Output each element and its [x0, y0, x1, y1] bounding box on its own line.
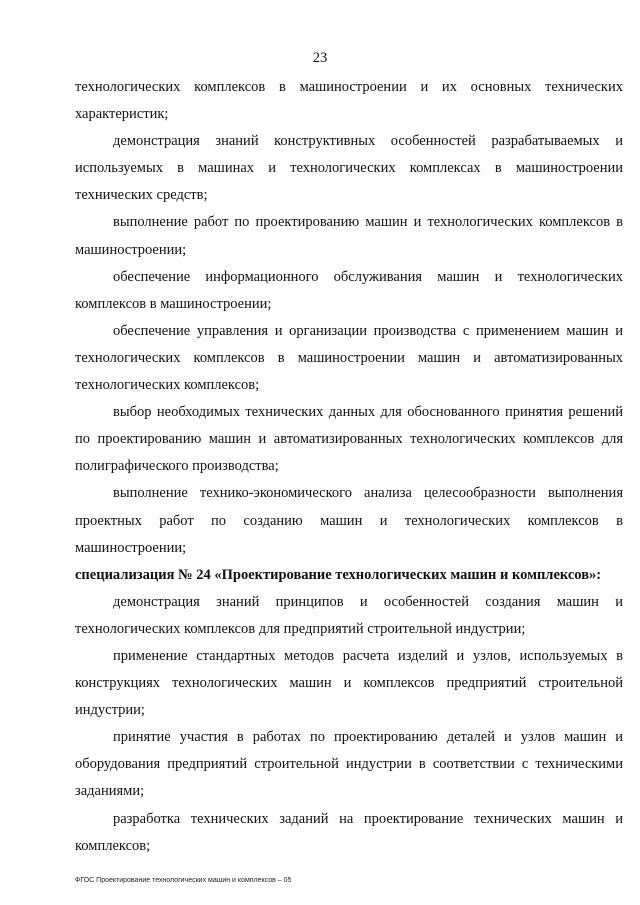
paragraph: выполнение работ по проектированию машин и технологических комплексов в машиностроении; [75, 214, 623, 258]
page-footer: ФГОС Проектирование технологических машин и комплексов – 05 [75, 877, 292, 884]
specialization-heading: специализация № 24 «Проектирование технологических машин и комплексов»: [75, 566, 602, 583]
paragraph: принятие участия в работах по проектированию деталей и узлов машин и оборудования предприятий строительной индустрии в соответствии с техническими заданиями; [75, 729, 623, 800]
paragraph: применение стандартных методов расчета изделий и узлов, используемых в конструкциях технологических машин и комплексов предприятий строительной индустрии; [75, 647, 623, 719]
paragraph: обеспечение управления и организации производства с применением машин и технологических комплексов в машиностроении машин и автоматизированных технологических комплексов; [75, 322, 623, 394]
document-body [75, 74, 623, 860]
paragraph: демонстрация знаний конструктивных особенностей разрабатываемых и используемых в машинах и технологических комплексах в машиностроении технических средств; [75, 133, 623, 204]
page-number: 23 [312, 50, 328, 66]
paragraph: обеспечение информационного обслуживания машин и технологических комплексов в машиностроении; [75, 268, 623, 312]
paragraph: выполнение технико-экономического анализа целесообразности выполнения проектных работ по созданию машин и технологических комплексов в машиностроении; [75, 485, 623, 556]
paragraph: технологических комплексов в машиностроении и их основных технических характеристик; [75, 79, 623, 123]
paragraph: выбор необходимых технических данных для обоснованного принятия решений по проектированию машин и автоматизированных технологических комплексов для полиграфического производства; [75, 404, 623, 475]
paragraph: разработка технических заданий на проектирование технических машин и комплексов; [75, 810, 623, 854]
paragraph: демонстрация знаний принципов и особенностей создания машин и технологических комплексов для предприятий строительной индустрии; [75, 593, 623, 637]
